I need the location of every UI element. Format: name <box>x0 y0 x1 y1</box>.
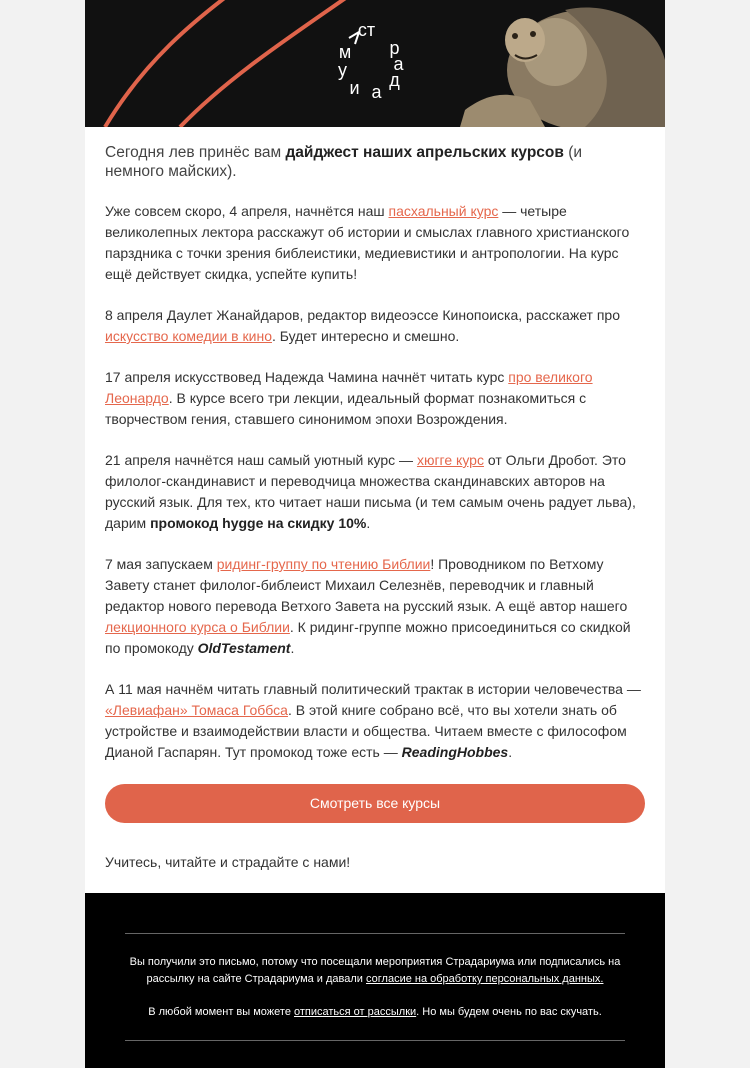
intro-text: Сегодня лев принёс вам дайджест наших апрельских курсов (и немного майских). <box>105 144 583 180</box>
paragraph-leviathan: А 11 мая начнём читать главный политический трактак в истории человечества — «Левиафан» Томаса Гоббса. В этой книге собрано всё, что вы хотели знать об устройстве и взаимодействии власти и общества. Читаем вместе с философом Дианой Гаспарян. Тут промокод тоже есть — ReadingHobbes. <box>105 681 641 760</box>
view-all-courses-button[interactable]: Смотреть все курсы <box>105 784 645 823</box>
link-bible-lecture-course[interactable]: лекционного курса о Библии <box>105 619 290 635</box>
link-leviathan[interactable]: «Левиафан» Томаса Гоббса <box>105 702 288 718</box>
content-body <box>85 143 665 873</box>
link-unsubscribe[interactable]: отписаться от рассылки <box>294 1006 417 1018</box>
paragraph-hygge-course: 21 апреля начнётся наш самый уютный курс — хюгге курс от Ольги Дробот. Это филолог-скандинавист и переводчица множества скандинавских авторов на русский язык. Для тех, кто читает наши письма (и тем самым очень радует льва), дарим промокод hygge на скидку 10%. <box>105 452 636 531</box>
footer-unsubscribe-text: В любой момент вы можете отписаться от рассылки. Но мы будем очень по вас скучать. <box>148 1006 602 1018</box>
outro-text: Учитесь, читайте и страдайте с нами! <box>105 854 351 870</box>
paragraph-bible-reading-group: 7 мая запускаем ридинг-группу по чтению Библии! Проводником по Ветхому Завету станет филолог-библеист Михаил Селезнёв, переводчик и главный редактор нового перевода Ветхого Завета на русский язык. А ещё автор нашего лекционного курса о Библии. К ридинг-группе можно присоединиться со скидкой по промокоду OldTestament. <box>105 556 631 656</box>
footer-divider-top <box>125 933 625 934</box>
header-banner <box>85 0 665 127</box>
promo-oldtestament: OldTestament <box>197 640 291 656</box>
paragraph-easter-course: Уже совсем скоро, 4 апреля, начнётся наш пасхальный курс — четыре великолепных лектора расскажут об истории и смыслах главного христианского парздника с точки зрения библеистики, медиевистики и антропологии. На курс ещё действует скидка, успейте купить! <box>105 203 630 282</box>
link-easter-course[interactable]: пасхальный курс <box>388 203 499 219</box>
footer <box>85 893 665 1068</box>
footer-consent-text: Вы получили это письмо, потому что посещали мероприятия Страдариума или подписались на рассылку на сайте Страдариума и давали согласие на обработку персональных данных. <box>129 956 621 985</box>
paragraph-comedy-course: 8 апреля Даулет Жанайдаров, редактор видеоэссе Кинопоиска, расскажет про искусство комедии в кино. Будет интересно и смешно. <box>105 307 620 344</box>
link-leonardo-course[interactable]: про великого Леонардо <box>105 369 593 406</box>
svg-text:ст р а: ст р а д а и у м <box>337 20 404 102</box>
link-bible-reading-group[interactable]: ридинг-группу по чтению Библии <box>216 556 431 572</box>
promo-hygge: промокод hygge на скидку 10% <box>150 515 367 531</box>
strada-logo[interactable] <box>335 18 415 108</box>
email-container <box>85 0 665 1068</box>
paragraph-leonardo-course: 17 апреля искусствовед Надежда Чамина начнёт читать курс про великого Леонардо. В курсе всего три лекции, идеальный формат познакомиться с творчеством гения, ставшего синонимом эпохи Возрождения. <box>105 369 593 427</box>
link-data-consent[interactable]: согласие на обработку персональных данных. <box>366 973 604 985</box>
promo-readinghobbes: ReadingHobbes <box>401 744 509 760</box>
link-comedy-course[interactable]: искусство комедии в кино <box>105 328 272 344</box>
link-hygge-course[interactable]: хюгге курс <box>416 452 484 468</box>
footer-divider-bottom <box>125 1040 625 1041</box>
